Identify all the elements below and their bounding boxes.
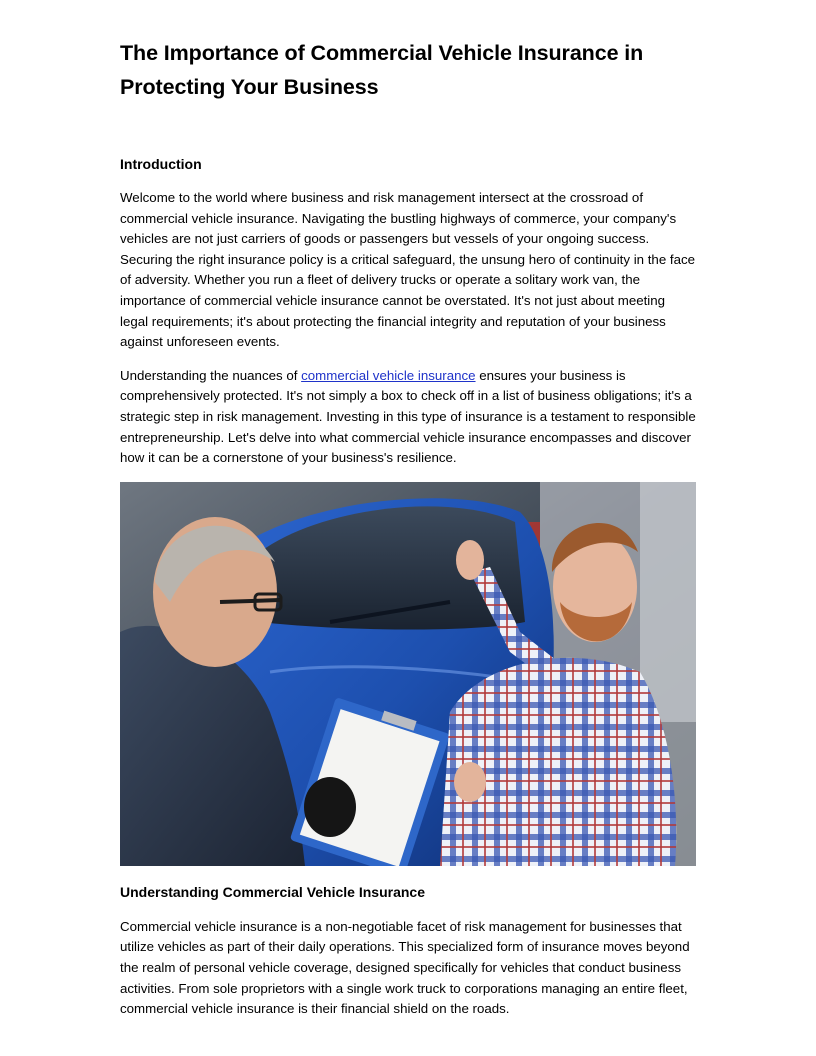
document-title: The Importance of Commercial Vehicle Insurance in Protecting Your Business xyxy=(120,41,644,99)
raised-hand xyxy=(456,540,484,580)
section-heading-introduction: Introduction xyxy=(120,156,202,172)
inspection-photo xyxy=(120,482,696,866)
paragraph-text-after-link: ensures your business is comprehensively protected. It's not simply a box to check off in a list of business obligations; it's a strategic step in risk management. Investing in this type of insurance is a testament to responsible entrepreneurship. Let's delve into what commercial vehicle insurance encompasses and discover how it can be a cornerstone of your business's resilience. xyxy=(120,367,696,466)
understanding-paragraph-1: Commercial vehicle insurance is a non-negotiable facet of risk management for businesses that utilize vehicles as part of their daily operations. This specialized form of insurance moves beyond the realm of personal vehicle coverage, designed specifically for vehicles that conduct business activities. From sole proprietors with a single work truck to corporations managing an entire fleet, commercial vehicle insurance is their financial shield on the roads. xyxy=(120,918,690,1017)
paragraph-text-before-link: Understanding the nuances of xyxy=(120,367,302,383)
commercial-vehicle-insurance-link[interactable]: commercial vehicle insurance xyxy=(301,367,476,383)
introduction-paragraph-2 xyxy=(120,366,696,469)
glasses-icon xyxy=(220,600,280,602)
gloved-hand xyxy=(304,777,356,837)
document-page xyxy=(120,36,696,1020)
lower-hand xyxy=(454,762,486,802)
young-man-shirt xyxy=(440,658,676,866)
introduction-paragraph-1: Welcome to the world where business and risk management intersect at the crossroad of commercial vehicle insurance. Navigating the bustling highways of commerce, your company's vehicles are not just carriers of goods or passengers but vessels of your ongoing success. Securing the right insurance policy is a critical safeguard, the unsung hero of continuity in the face of adversity. Whether you run a fleet of delivery trucks or operate a solitary work van, the importance of commercial vehicle insurance cannot be overstated. It's not just about meeting legal requirements; it's about protecting the financial integrity and reputation of your business against unforeseen events. xyxy=(120,190,696,350)
section-heading-understanding: Understanding Commercial Vehicle Insurance xyxy=(120,883,425,900)
